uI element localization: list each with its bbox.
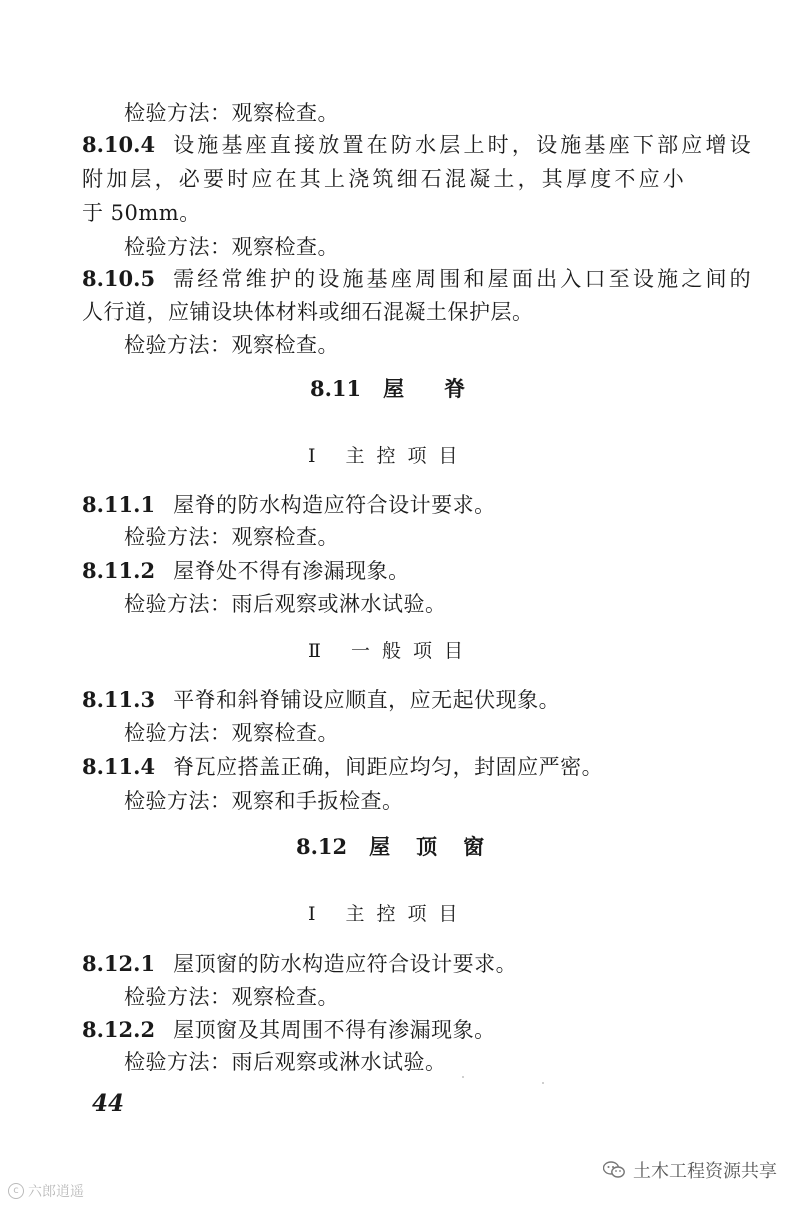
clause-text: 屋脊处不得有渗漏现象。 [173,559,410,583]
clause-number: 8.12.1 [82,951,156,976]
method-8-11-3: 检验方法：观察检查。 [124,721,339,745]
section-number: 8.11 [310,376,362,401]
subsection-general: Ⅱ 一般项目 [308,640,475,662]
clause-number: 8.11.3 [82,687,156,712]
method-8-11-1: 检验方法：观察检查。 [124,525,339,549]
clause-text: 平脊和斜脊铺设应顺直，应无起伏现象。 [173,688,561,712]
clause-8-10-4-line3: 于 50mm。 [82,201,201,225]
clause-number: 8.11.2 [82,558,156,583]
clause-text: 脊瓦应搭盖正确，间距应均匀，封固应严密。 [173,755,604,779]
clause-text: 屋顶窗的防水构造应符合设计要求。 [173,952,518,976]
subsection-main-control-2: Ⅰ 主控项目 [308,903,470,925]
watermark-account [603,1157,777,1183]
watermark-account-text: 土木工程资源共享 [633,1161,777,1182]
scan-speck [542,1082,544,1084]
clause-text: 设施基座直接放置在防水层上时，设施基座下部应增设 [173,133,754,157]
clause-8-11-3 [82,685,560,715]
copyright-icon: c [8,1183,24,1199]
method-8-10-4: 检验方法：观察检查。 [124,235,339,259]
section-title: 屋脊 [383,376,506,401]
section-heading-8-12 [296,832,510,862]
clause-8-10-4-line2: 附加层，必要时应在其上浇筑细石混凝土，其厚度不应小 [82,167,687,191]
clause-number: 8.11.4 [82,754,156,779]
method-8-12-1: 检验方法：观察检查。 [124,985,339,1009]
wechat-icon [603,1161,625,1179]
clause-8-11-1 [82,490,496,520]
clause-text: 需经常维护的设施基座周围和屋面出入口至设施之间的 [173,267,754,291]
page-number: 44 [92,1090,125,1117]
clause-8-10-5-line1 [82,264,754,294]
clause-8-12-1 [82,949,517,979]
section-heading-8-11 [310,374,505,404]
subsection-main-control: Ⅰ 主控项目 [308,445,470,467]
clause-8-11-4 [82,752,603,782]
method-8-11-2: 检验方法：雨后观察或淋水试验。 [124,592,447,616]
method-8-10-5: 检验方法：观察检查。 [124,333,339,357]
clause-number: 8.10.4 [82,132,156,157]
method-8-12-2: 检验方法：雨后观察或淋水试验。 [124,1050,447,1074]
scan-speck [462,1076,464,1078]
watermark-author-text: 六郎逍遥 [28,1184,84,1200]
watermark-author [8,1181,84,1201]
clause-8-10-4-line1 [82,130,754,160]
section-title: 屋顶窗 [369,834,511,859]
clause-text: 屋顶窗及其周围不得有渗漏现象。 [173,1018,496,1042]
clause-8-11-2 [82,556,410,586]
clause-8-12-2 [82,1015,496,1045]
clause-text: 屋脊的防水构造应符合设计要求。 [173,493,496,517]
method-8-11-4: 检验方法：观察和手扳检查。 [124,789,404,813]
section-number: 8.12 [296,834,348,859]
clause-number: 8.12.2 [82,1017,156,1042]
clause-number: 8.10.5 [82,266,156,291]
clause-8-10-5-line2: 人行道，应铺设块体材料或细石混凝土保护层。 [82,300,534,324]
method-8-10-3: 检验方法：观察检查。 [124,101,339,125]
clause-number: 8.11.1 [82,492,156,517]
